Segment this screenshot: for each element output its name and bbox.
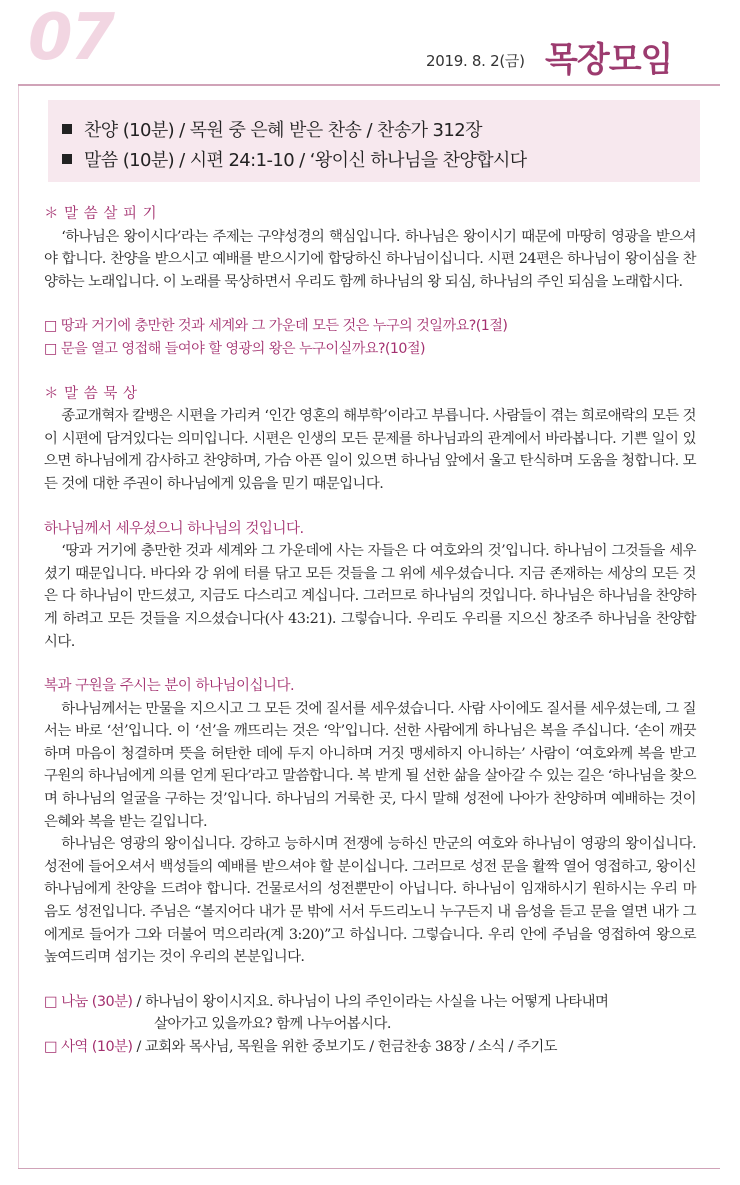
square-bullet-icon — [62, 154, 72, 164]
header-date: 2019. 8. 2(금) — [426, 52, 525, 70]
section-paragraph-observe: ‘하나님은 왕이시다’라는 주제는 구약성경의 핵심입니다. 하나님은 왕이시기 때문에 마땅히 영광을 받으셔야 합니다. 찬양을 받으시고 예배를 받으시기에 합당하신 하나님이십니다. 시편 24편은 하나님이 왕이심을 찬양하는 노래입니다. 이 노래를 묵상하면서 우리도 함께 하나님의 왕 되심, 하나님의 주인 되심을 노래합시다. — [44, 228, 696, 290]
note-service — [44, 1036, 696, 1059]
page-number: 07 — [28, 1, 114, 75]
section-paragraph-blessing-1: 하나님께서는 만물을 지으시고 그 모든 것에 질서를 세우셨습니다. 사람 사이에도 질서를 세우셨는데, 그 질서는 바로 ‘선’입니다. 이 ‘선’을 깨뜨리는 것은 ‘악’입니다. 선한 사람에게 하나님은 복을 주십니다. ‘손이 깨끗하며 마음이 청결하며 뜻을 허탄한 데에 두지 아니하며 거짓 맹세하지 아니하는’ 사람이 ‘여호와께 복을 받고 구원의 하나님에게 의를 얻게 된다’라고 말씀합니다. 복 받게 될 선한 삶을 살아갈 수 있는 길은 ‘하나님을 찾으며 하나님의 얼굴을 구하는 것’입니다. 하나님의 거룩한 곳, 다시 말해 성전에 나아가 찬양하며 예배하는 것이 은혜와 복을 받는 길입니다. — [44, 700, 696, 830]
summary-box — [48, 100, 700, 182]
summary-line-praise-text: 찬양 (10분) / 목원 중 은혜 받은 찬송 / 찬송가 312장 — [84, 120, 482, 141]
left-border — [18, 84, 19, 1168]
question-2: □ 문을 열고 영접해 들여야 할 영광의 왕은 누구이실까요?(10절) — [44, 340, 426, 357]
section-paragraph-creation: ‘땅과 거기에 충만한 것과 세계와 그 가운데에 사는 자들은 다 여호와의 것’입니다. 하나님이 그것들을 세우셨기 때문입니다. 바다와 강 위에 터를 닦고 모든 것들을 그 위에 세우셨습니다. 지금 존재하는 세상의 모든 것은 다 하나님이 만드셨고, 지금도 다스리고 계십니다. 그러므로 하나님의 것입니다. 하나님은 하나님을 찬양하게 하려고 모든 것들을 지으셨습니다(사 43:21). 그렇습니다. 우리도 우리를 지으신 창조주 하나님을 찬양합시다. — [44, 543, 696, 650]
question-1: □ 땅과 거기에 충만한 것과 세계와 그 가운데 모든 것은 누구의 것일까요?(1절) — [44, 318, 508, 335]
section-paragraph-blessing-2: 하나님은 영광의 왕이십니다. 강하고 능하시며 전쟁에 능하신 만군의 여호와 하나님이 영광의 왕이십니다. 성전에 들어오셔서 백성들의 예배를 받으셔야 할 분이십니다. 그러므로 성전 문을 활짝 열어 영접하고, 왕이신 하나님에게 찬양을 드려야 합니다. 건물로서의 성전뿐만이 아닙니다. 하나님이 임재하시기 원하시는 우리 마음도 성전입니다. 주님은 “볼지어다 내가 문 밖에 서서 두드리노니 누구든지 내 음성을 듣고 문을 열면 내가 그에게로 들어가 그와 더불어 먹으리라(계 3:20)”고 하십니다. 그렇습니다. 우리 안에 주님을 영접하여 왕으로 높여드리며 섬기는 것이 우리의 본분입니다. — [44, 836, 696, 966]
note-share — [44, 991, 696, 1014]
page-title: 목장모임 — [545, 40, 673, 80]
summary-line-word-text: 말씀 (10분) / 시편 24:1-10 / ‘왕이신 하나님을 찬양합시다 — [84, 150, 527, 171]
summary-line-word — [62, 146, 527, 172]
main-content — [44, 203, 696, 1059]
section-heading-meditate: ＊ 말 씀 묵 상 — [44, 385, 138, 402]
square-bullet-icon — [62, 124, 72, 134]
section-heading-observe: ＊ 말 씀 살 피 기 — [44, 206, 158, 222]
note-service-label: □ 사역 (10분) — [44, 1039, 133, 1055]
section-heading-blessing: 복과 구원을 주시는 분이 하나님이십니다. — [44, 678, 295, 695]
section-paragraph-meditate: 종교개혁자 칼뱅은 시편을 가리켜 ‘인간 영혼의 해부학’이라고 부릅니다. 사람들이 겪는 희로애락의 모든 것이 시편에 담겨있다는 의미입니다. 시편은 인생의 모든 문제를 하나님과의 관계에서 바라봅니다. 기쁜 일이 있으면 하나님에게 감사하고 찬양하며, 가슴 아픈 일이 있으면 하나님 앞에서 울고 탄식하며 도움을 청합니다. 모든 것에 대한 주권이 하나님에게 있음을 믿기 때문입니다. — [44, 408, 696, 492]
footer-divider — [18, 1168, 720, 1169]
section-heading-creation: 하나님께서 세우셨으니 하나님의 것입니다. — [44, 520, 304, 537]
note-share-text: / 하나님이 왕이시지요. 하나님이 나의 주인이라는 사실을 나는 어떻게 나타내며 — [132, 993, 609, 1010]
note-share-label: □ 나눔 (30분) — [44, 993, 133, 1010]
note-service-text: / 교회와 목사님, 목원을 위한 중보기도 / 헌금찬송 38장 / 소식 / 주기도 — [132, 1039, 558, 1055]
note-share-continued: 살아가고 있을까요? 함께 나누어봅시다. — [154, 1016, 391, 1033]
header-divider — [18, 84, 720, 86]
summary-line-praise — [62, 116, 482, 142]
